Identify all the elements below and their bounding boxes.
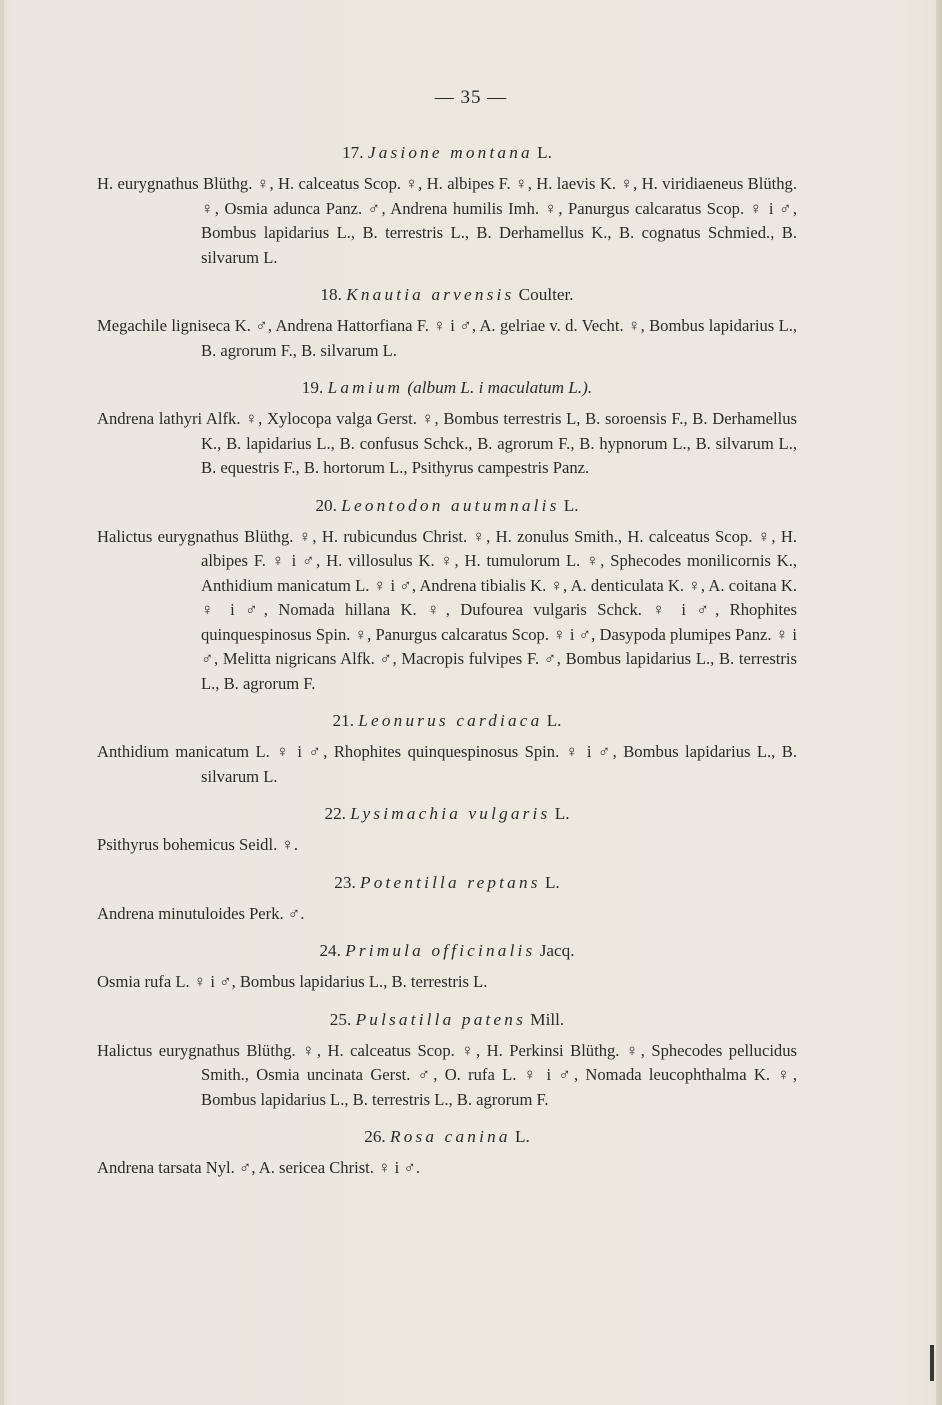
plant-author: Mill. <box>530 1009 565 1029</box>
section-21 <box>97 710 797 789</box>
visitor-list: Psithyrus bohemicus Seidl. ♀. <box>97 835 298 854</box>
plant-name: Lysimachia vulgaris <box>350 804 551 823</box>
section-heading <box>97 872 797 894</box>
section-number: 21. <box>332 711 354 730</box>
visitor-list: H. eurygnathus Blüthg. ♀, H. calceatus Scop. ♀, H. albipes F. ♀, H. laevis K. ♀, H. viridiaeneus Blüthg. ♀, Osmia adunca Panz. ♂, Andrena humilis Imh. ♀, Panurgus calcaratus Scop. ♀ i ♂, Bombus lapidarius L., B. terrestris L., B. Derhamellus K., B. cognatus Schmied., B. silvarum L. <box>97 174 797 267</box>
visitor-list: Halictus eurygnathus Blüthg. ♀, H. rubicundus Christ. ♀, H. zonulus Smith., H. calceatus Scop. ♀, H. albipes F. ♀ i ♂, H. villosulus K. ♀, H. tumulorum L. ♀, Sphecodes monilicornis K., Anthidium manicatum L. ♀ i ♂, Andrena tibialis K. ♀, A. denticulata K. ♀, A. coitana K. ♀ i ♂, Nomada hillana K. ♀, Dufourea vulgaris Schck. ♀ i ♂, Rhophites quinquespinosus Spin. ♀, Panurgus calcaratus Scop. ♀ i ♂, Dasypoda plumipes Panz. ♀ i ♂, Melitta nigricans Alfk. ♂, Macropis fulvipes F. ♂, Bombus lapidarius L., B. terrestris L., B. agrorum F. <box>97 526 797 693</box>
section-20 <box>97 495 797 697</box>
plant-author: L. <box>544 872 560 892</box>
plant-name: Potentilla reptans <box>360 872 541 892</box>
binding-mark <box>930 1345 934 1381</box>
section-26 <box>97 1126 797 1181</box>
section-number: 17. <box>342 143 364 162</box>
section-number: 22. <box>324 804 346 823</box>
plant-author: Coulter. <box>518 285 574 304</box>
section-19 <box>97 377 797 481</box>
section-22 <box>97 803 797 858</box>
section-number: 19. <box>301 378 324 397</box>
visitor-list: Andrena minutuloides Perk. ♂. <box>97 903 305 923</box>
section-number: 18. <box>320 285 342 304</box>
section-heading <box>97 1009 797 1031</box>
plant-author: Jacq. <box>539 941 575 960</box>
plant-author: L. <box>537 143 552 162</box>
plant-name: Pulsatilla patens <box>355 1009 526 1029</box>
plant-author: (album L. i maculatum L.). <box>407 378 593 397</box>
plant-author: L. <box>546 711 562 730</box>
section-number: 23. <box>334 872 356 892</box>
page-right-edge <box>936 0 942 1405</box>
section-heading <box>97 142 797 164</box>
visitor-list: Andrena tarsata Nyl. ♂, A. sericea Christ. ♀ i ♂. <box>97 1158 421 1177</box>
plant-name: Leonurus cardiaca <box>358 711 543 730</box>
plant-name: Rosa canina <box>390 1127 511 1146</box>
visitor-list: Anthidium manicatum L. ♀ i ♂, Rhophites quinquespinosus Spin. ♀ i ♂, Bombus lapidarius L., B. silvarum L. <box>97 742 797 786</box>
section-24 <box>97 940 797 995</box>
visitor-list: Megachile ligniseca K. ♂, Andrena Hattorfiana F. ♀ i ♂, A. gelriae v. d. Vecht. ♀, Bombus lapidarius L., B. agrorum F., B. silvarum L. <box>97 316 797 360</box>
section-heading <box>97 284 797 306</box>
plant-author: L. <box>563 495 579 515</box>
section-heading <box>97 803 797 825</box>
section-heading <box>97 1126 797 1148</box>
section-25 <box>97 1009 797 1113</box>
plant-name: Lamium <box>327 378 404 397</box>
section-number: 24. <box>319 941 341 960</box>
section-heading <box>97 377 797 399</box>
visitor-list: Halictus eurygnathus Blüthg. ♀, H. calceatus Scop. ♀, H. Perkinsi Blüthg. ♀, Sphecodes pellucidus Smith., Osmia uncinata Gerst. ♂, O. rufa L. ♀ i ♂, Nomada leucophthalma K. ♀, Bombus lapidarius L., B. terrestris L., B. agrorum F. <box>97 1040 797 1109</box>
page-left-edge <box>0 0 4 1405</box>
section-heading <box>97 710 797 732</box>
plant-name: Leontodon autumnalis <box>341 495 560 515</box>
section-number: 25. <box>329 1009 352 1029</box>
section-18 <box>97 284 797 363</box>
page-number: — 35 — <box>434 87 508 108</box>
visitor-list: Osmia rufa L. ♀ i ♂, Bombus lapidarius L., B. terrestris L. <box>97 972 488 991</box>
section-heading <box>97 495 797 517</box>
visitor-list: Andrena lathyri Alfk. ♀, Xylocopa valga Gerst. ♀, Bombus terrestris L, B. soroensis F., B. Derhamellus K., B. lapidarius L., B. confusus Schck., B. agrorum F., B. hypnorum L., B. silvarum L., B. equestris F., B. hortorum L., Psithyrus campestris Panz. <box>97 409 797 477</box>
section-number: 20. <box>315 495 337 515</box>
plant-author: L. <box>554 804 570 823</box>
section-number: 26. <box>364 1127 386 1146</box>
plant-list <box>97 142 797 1181</box>
section-23 <box>97 872 797 927</box>
plant-name: Knautia arvensis <box>346 285 515 304</box>
section-heading <box>97 940 797 962</box>
plant-name: Primula officinalis <box>345 941 536 960</box>
plant-name: Jasione montana <box>367 143 533 162</box>
plant-author: L. <box>514 1127 530 1146</box>
section-17 <box>97 142 797 270</box>
